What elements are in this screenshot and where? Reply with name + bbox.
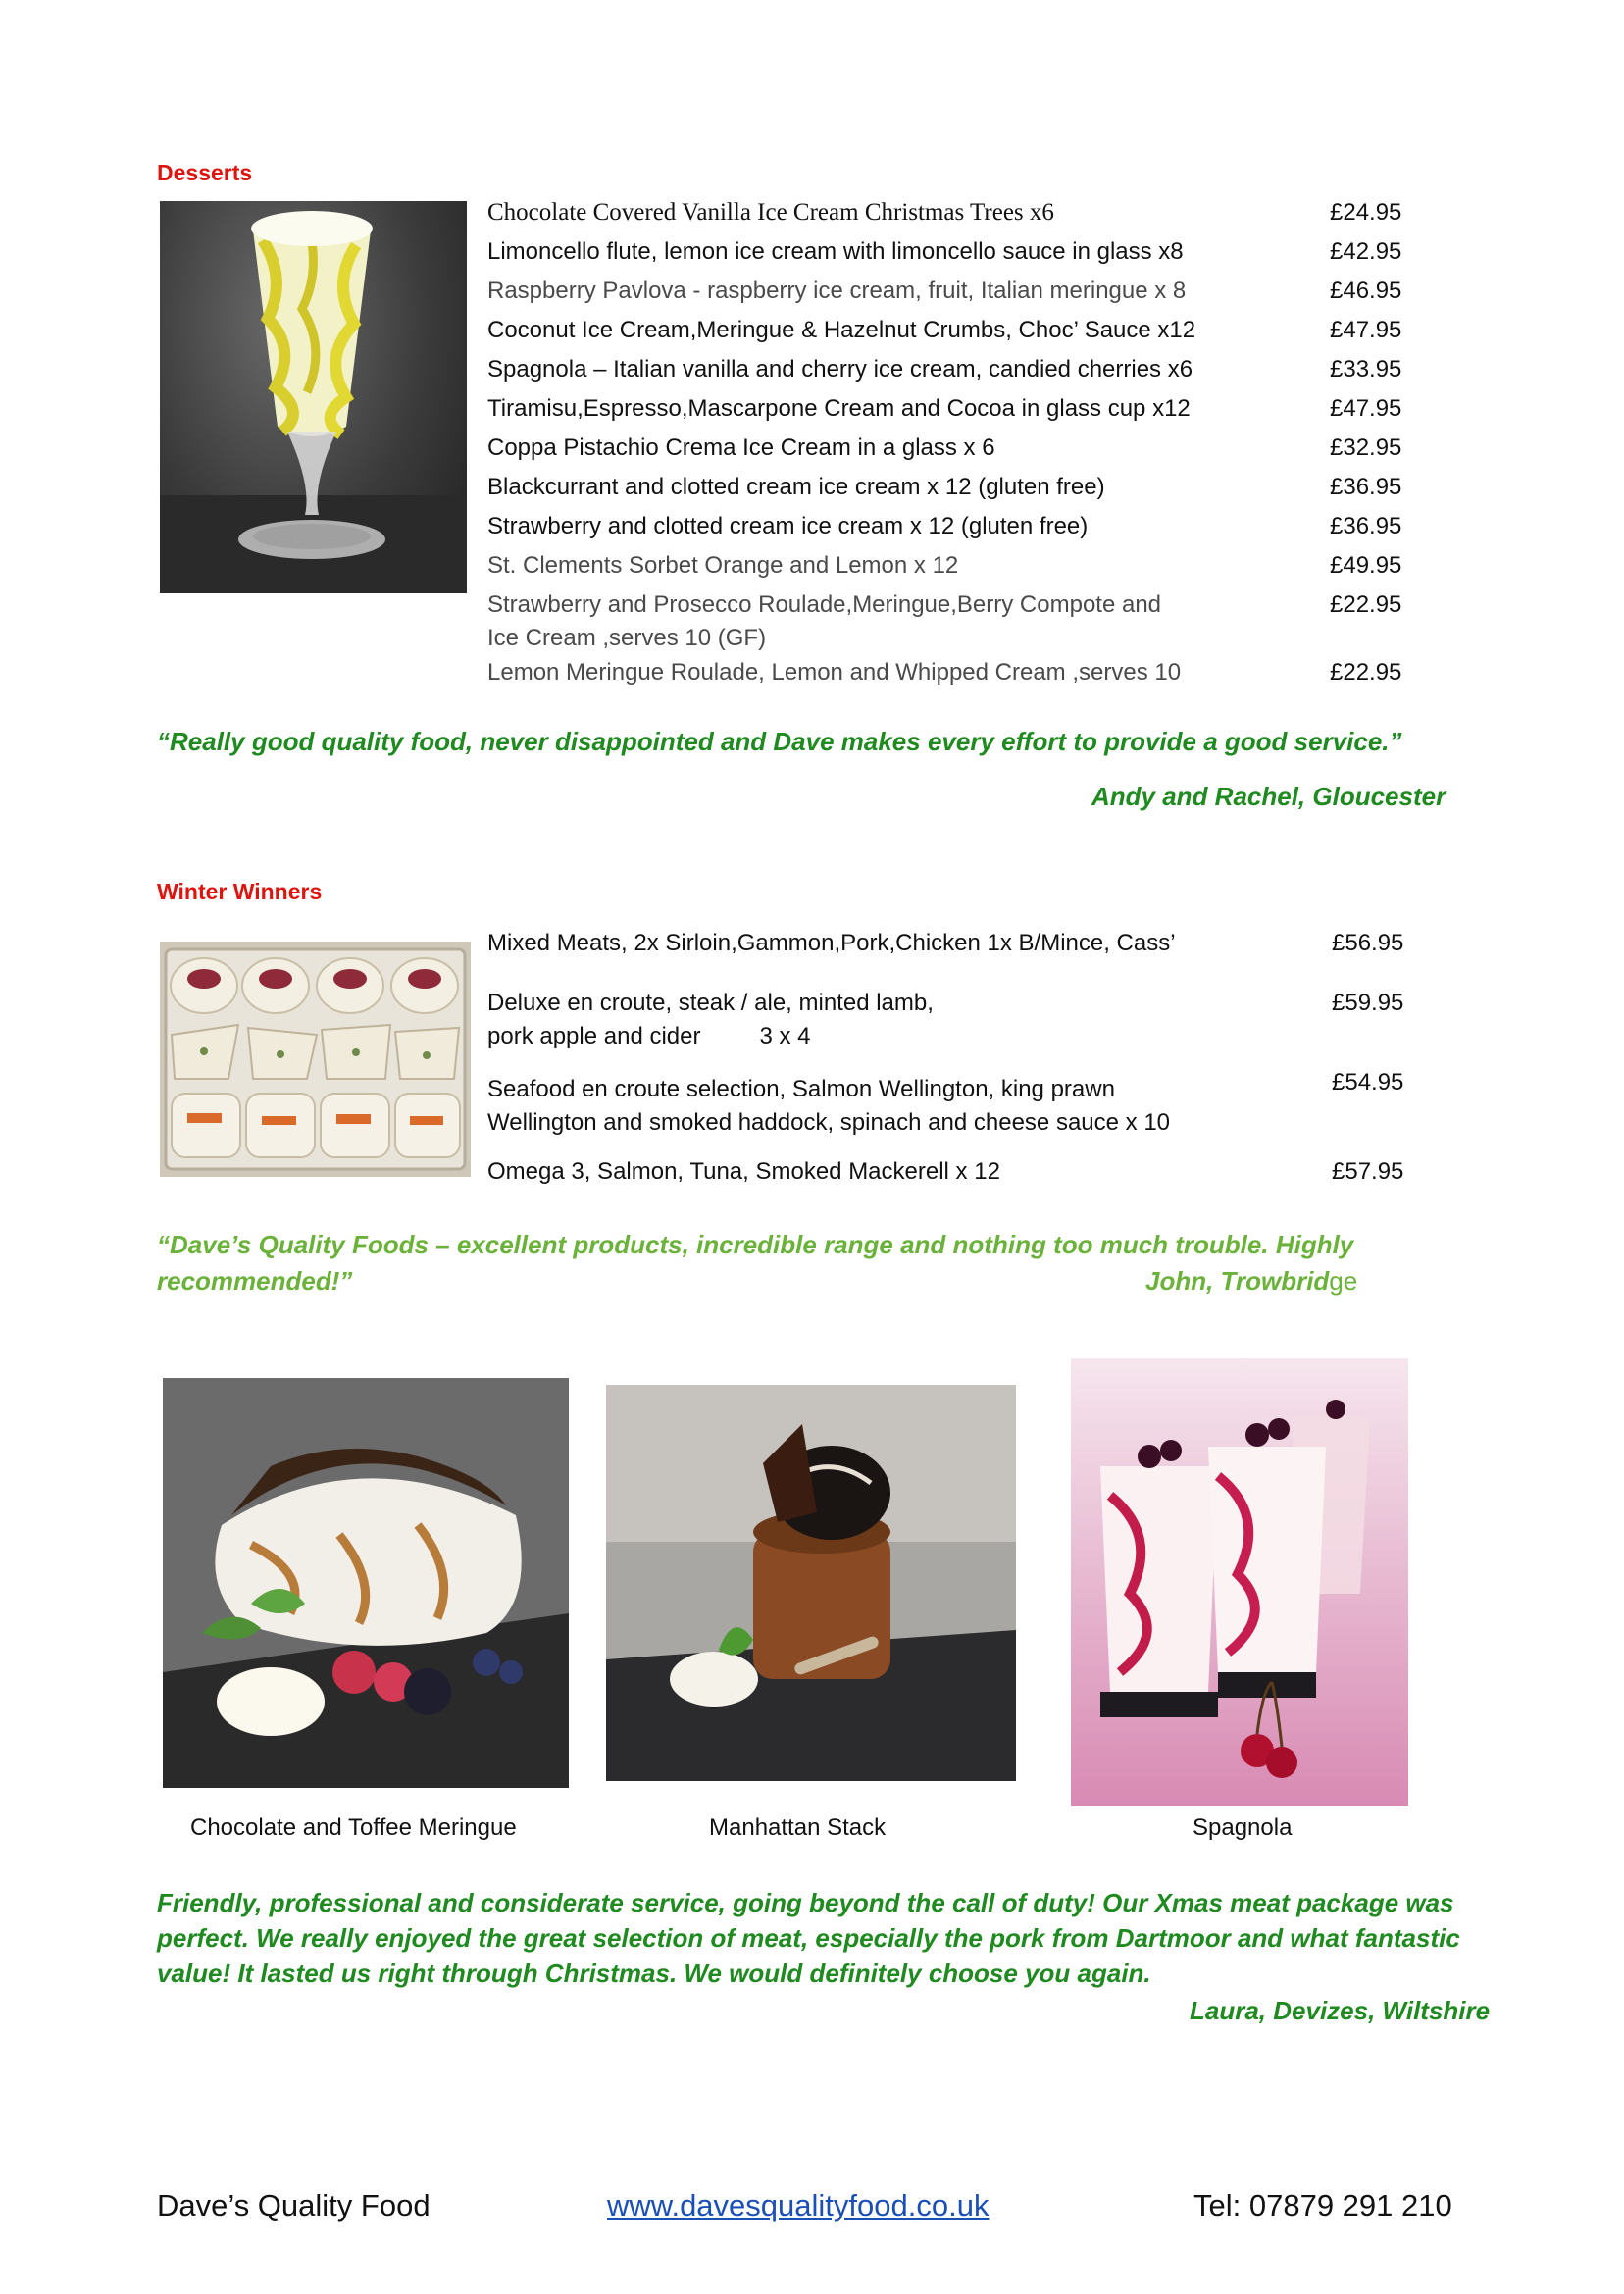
dessert-price-3: £46.95 [1330, 278, 1402, 304]
winter-item-2-line2: pork apple and cider 3 x 4 [487, 1023, 811, 1049]
dessert-item-3: Raspberry Pavlova - raspberry ice cream, fruit, Italian meringue x 8 [487, 278, 1187, 304]
footer-website-link[interactable]: www.davesqualityfood.co.uk [607, 2188, 990, 2222]
dessert-item-9: Strawberry and clotted cream ice cream x 12 (gluten free) [487, 513, 1089, 539]
gallery-caption-1: Chocolate and Toffee Meringue [190, 1814, 517, 1841]
dessert-price-9: £36.95 [1330, 513, 1402, 539]
testimonial-3-line1: Friendly, professional and considerate service, going beyond the call of duty! Our Xmas meat package was [157, 1888, 1454, 1917]
dessert-price-2: £42.95 [1330, 238, 1402, 265]
testimonial-2-author [1145, 1263, 1357, 1299]
testimonial-3-line2: perfect. We really enjoyed the great selection of meat, especially the pork from Dartmoor and what fantastic [157, 1923, 1460, 1953]
ice-cream-flute-photo [160, 201, 467, 593]
winter-price-4: £57.95 [1332, 1158, 1404, 1185]
dessert-item-4: Coconut Ice Cream,Meringue & Hazelnut Crumbs, Choc’ Sauce x12 [487, 317, 1196, 343]
winter-price-2: £59.95 [1332, 990, 1404, 1016]
dessert-item-10: St. Clements Sorbet Orange and Lemon x 12 [487, 552, 959, 579]
dessert-price-8: £36.95 [1330, 474, 1402, 500]
dessert-item-7: Coppa Pistachio Crema Ice Cream in a glass x 6 [487, 434, 995, 461]
dessert-price-1: £24.95 [1330, 199, 1402, 226]
spagnola-glasses-photo [1071, 1358, 1408, 1806]
dessert-item-11: Strawberry and Prosecco Roulade,Meringue,Berry Compote and [487, 591, 1162, 618]
testimonial-3-author: Laura, Devizes, Wiltshire [1190, 1996, 1491, 2025]
dessert-price-10: £49.95 [1330, 552, 1402, 579]
meringue-dessert-photo [163, 1378, 569, 1788]
winter-item-4: Omega 3, Salmon, Tuna, Smoked Mackerell x 12 [487, 1158, 1000, 1185]
winter-item-1: Mixed Meats, 2x Sirloin,Gammon,Pork,Chicken 1x B/Mince, Cass’ [487, 930, 1176, 956]
testimonial-3-line3: value! It lasted us right through Christmas. We would definitely choose you again. [157, 1959, 1151, 1988]
testimonial-1-text: “Really good quality food, never disappointed and Dave makes every effort to provide a good service.” [157, 727, 1402, 756]
dessert-item-8: Blackcurrant and clotted cream ice cream x 12 (gluten free) [487, 474, 1105, 500]
desserts-heading: Desserts [157, 160, 253, 185]
dessert-item-11-line2: Ice Cream ,serves 10 (GF) [487, 625, 767, 651]
dessert-item-6: Tiramisu,Espresso,Mascarpone Cream and Cocoa in glass cup x12 [487, 395, 1191, 422]
winter-price-1: £56.95 [1332, 930, 1404, 956]
dessert-price-12: £22.95 [1330, 659, 1402, 686]
gallery-caption-2: Manhattan Stack [709, 1814, 887, 1841]
testimonial-2-line1: “Dave’s Quality Foods – excellent products, incredible range and nothing too much trouble. Highly [157, 1230, 1354, 1259]
winter-item-3: Seafood en croute selection, Salmon Wellington, king prawn [487, 1076, 1115, 1102]
en-croute-tray-photo [160, 942, 471, 1177]
winter-item-3-line2: Wellington and smoked haddock, spinach and cheese sauce x 10 [487, 1109, 1171, 1136]
testimonial-2-author-main: John, Trowbrid [1145, 1266, 1330, 1296]
chocolate-stack-photo [606, 1385, 1016, 1781]
gallery-caption-3: Spagnola [1193, 1814, 1293, 1841]
dessert-item-1: Chocolate Covered Vanilla Ice Cream Christmas Trees x6 [487, 199, 1054, 226]
dessert-item-2: Limoncello flute, lemon ice cream with limoncello sauce in glass x8 [487, 238, 1184, 265]
dessert-price-6: £47.95 [1330, 395, 1402, 422]
dessert-price-11: £22.95 [1330, 591, 1402, 618]
dessert-item-5: Spagnola – Italian vanilla and cherry ice cream, candied cherries x6 [487, 356, 1193, 382]
testimonial-1-author: Andy and Rachel, Gloucester [1091, 782, 1446, 811]
winter-price-3: £54.95 [1332, 1069, 1404, 1096]
footer-company: Dave’s Quality Food [157, 2188, 431, 2222]
dessert-item-12: Lemon Meringue Roulade, Lemon and Whipped Cream ,serves 10 [487, 659, 1182, 686]
testimonial-2-line2: recommended!” [157, 1266, 353, 1296]
dessert-price-4: £47.95 [1330, 317, 1402, 343]
winter-winners-heading: Winter Winners [157, 879, 323, 904]
footer-phone: Tel: 07879 291 210 [1193, 2188, 1452, 2222]
dessert-price-5: £33.95 [1330, 356, 1402, 382]
testimonial-2-author-tail: ge [1329, 1266, 1358, 1296]
winter-item-2: Deluxe en croute, steak / ale, minted lamb, [487, 990, 934, 1016]
dessert-price-7: £32.95 [1330, 434, 1402, 461]
